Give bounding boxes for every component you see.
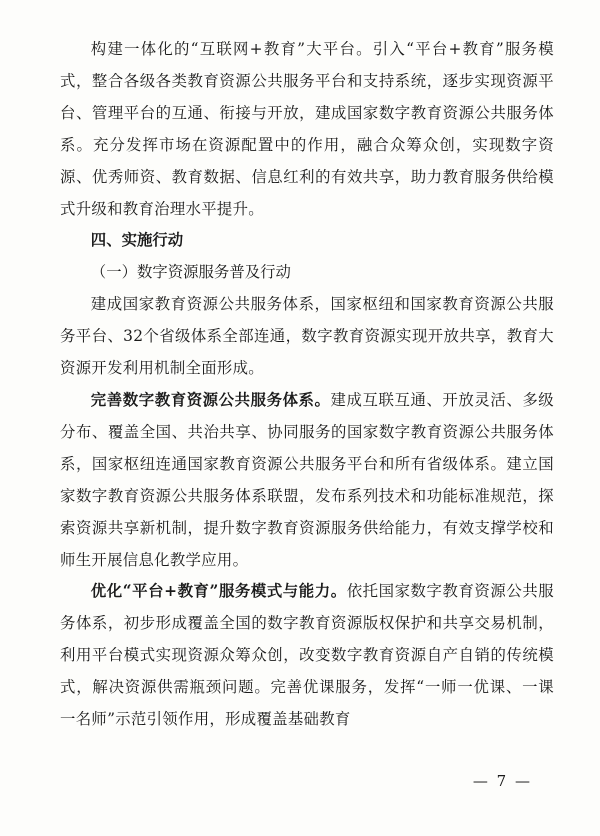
paragraph-body-optimize-model: 依托国家数字教育资源公共服务体系，初步形成覆盖全国的数字教育资源版权保护和共享交易机制，利用平台模式实现资源众筹众创，改变数字教育资源自产自销的传统模式，解决资源供需瓶颈问题。完善优课服务，发挥“一师一优课、一课一名师”示范引领作用，形成覆盖基础教育 [60, 582, 554, 729]
paragraph-body-improve-system: 建成互联互通、开放灵活、多级分布、覆盖全国、共治共享、协同服务的国家数字教育资源公共服务体系，国家枢纽连通国家教育资源公共服务平台和所有省级体系。建立国家数字教育资源公共服务体系联盟，发布系列技术和功能标准规范，探索资源共享新机制，提升数字教育资源服务供给能力，有效支撑学校和师生开展信息化教学应用。 [60, 390, 554, 569]
paragraph-optimize-model [60, 576, 554, 736]
paragraph-lead-improve-system: 完善数字教育资源公共服务体系。 [90, 390, 331, 409]
document-body [60, 34, 554, 736]
section-heading-implementation: 四、实施行动 [90, 231, 184, 250]
paragraph-platform: 构建一体化的“互联网+教育”大平台。引入“平台+教育”服务模式，整合各级各类教育资源公共服务平台和支持系统，逐步实现资源平台、管理平台的互通、衔接与开放，建成国家数字教育资源公共服务体系。充分发挥市场在资源配置中的作用，融合众筹众创，实现数字资源、优秀师资、教育数据、信息红利的有效共享，助力教育服务供给模式升级和教育治理水平提升。 [60, 40, 554, 218]
page-number: — 7 — [472, 772, 532, 790]
paragraph-public-service-system: 建成国家教育资源公共服务体系，国家枢纽和国家教育资源公共服务平台、32个省级体系全部连通，数字教育资源实现开放共享，教育大资源开发利用机制全面形成。 [60, 295, 554, 378]
paragraph-lead-optimize-model: 优化“平台+教育”服务模式与能力。 [90, 582, 347, 601]
subsection-heading-digital-resources: （一）数字资源服务普及行动 [90, 263, 291, 282]
paragraph-improve-system [60, 385, 554, 576]
